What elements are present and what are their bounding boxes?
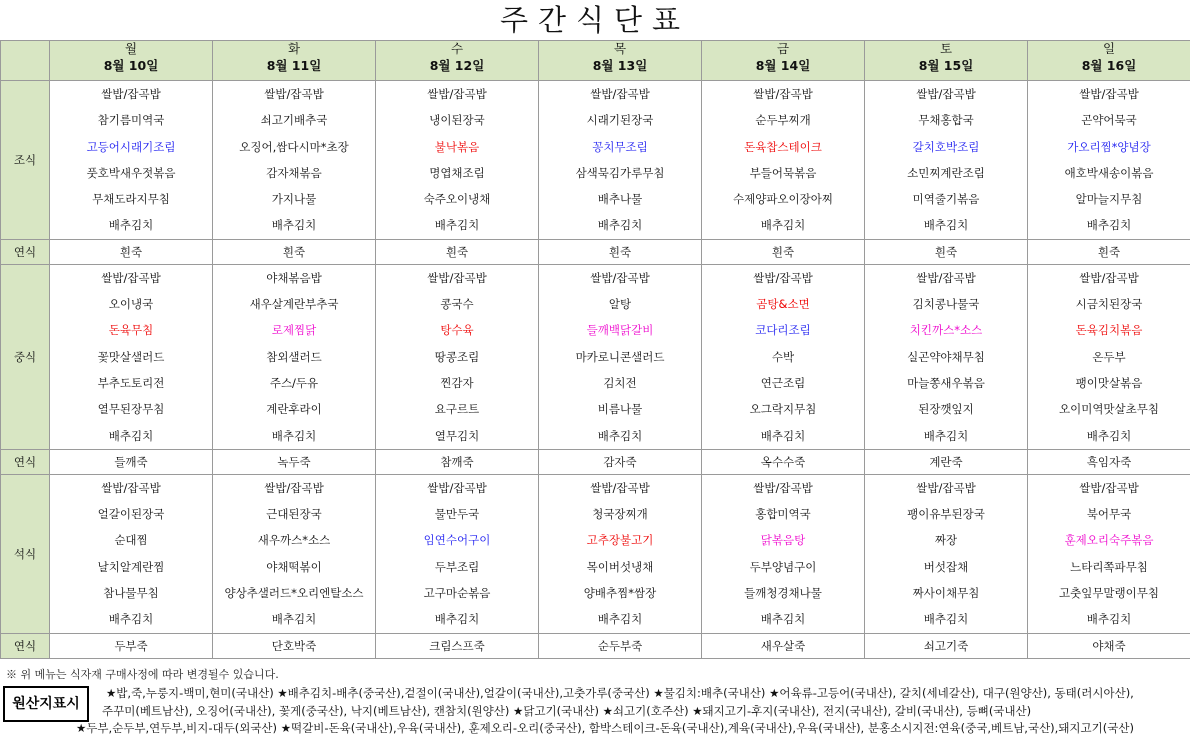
lunch-row bbox=[1, 264, 1190, 449]
day-date: 8월 14일 bbox=[755, 58, 811, 73]
menu-item: 배추김치 bbox=[1086, 428, 1132, 443]
menu-item: 쌀밥/잡곡밥 bbox=[264, 480, 324, 495]
snack-item: 흰죽 bbox=[865, 239, 1028, 264]
menu-cell bbox=[50, 264, 213, 449]
menu-item: 부추도토리전 bbox=[97, 375, 165, 390]
menu-item: 갈치호박조림 bbox=[912, 139, 980, 154]
menu-item: 곰탕&소면 bbox=[756, 297, 810, 312]
menu-item: 배추김치 bbox=[271, 218, 317, 233]
menu-item: 임연수어구이 bbox=[423, 533, 491, 548]
menu-item: 쌀밥/잡곡밥 bbox=[753, 270, 813, 285]
menu-item: 새우까스*소스 bbox=[257, 533, 331, 548]
day-header bbox=[702, 41, 865, 81]
menu-item: 오이냉국 bbox=[108, 297, 154, 312]
breakfast-row bbox=[1, 81, 1190, 240]
menu-item: 쌀밥/잡곡밥 bbox=[753, 87, 813, 101]
day-date: 8월 16일 bbox=[1081, 58, 1137, 73]
menu-item: 소민찌계란조림 bbox=[907, 165, 985, 180]
menu-item: 쌀밥/잡곡밥 bbox=[1079, 87, 1139, 101]
snack-row-2-label: 연식 bbox=[1, 449, 50, 474]
snack-item: 단호박죽 bbox=[213, 633, 376, 658]
menu-item: 배추김치 bbox=[108, 612, 154, 627]
menu-item: 홍합미역국 bbox=[755, 507, 811, 522]
menu-item: 냉이된장국 bbox=[429, 113, 485, 128]
origin-line-1: ★밥,죽,누룽지-백미,현미(국내산) ★배추김치-배추(중국산),겉절이(국내산),얼갈이(국내산),고춧가루(중국산) ★물김치:배추(국내산) ★어육류-고등어(국내산), 갈치(세네갈산), 대구(원양산), 동태(러시아산), bbox=[106, 686, 1134, 700]
menu-item: 돈육무침 bbox=[108, 323, 154, 338]
menu-item: 찐감자 bbox=[440, 375, 474, 390]
menu-item: 배추김치 bbox=[108, 218, 154, 233]
menu-item: 야채떡볶이 bbox=[266, 559, 322, 574]
menu-item: 오그락지무침 bbox=[749, 402, 817, 417]
menu-item: 감자채볶음 bbox=[266, 165, 322, 180]
snack-row-2 bbox=[1, 449, 1190, 474]
menu-item: 꽁치무조림 bbox=[592, 139, 648, 154]
header-corner bbox=[1, 41, 50, 81]
menu-item: 마카로니콘샐러드 bbox=[575, 349, 665, 364]
snack-item: 옥수수죽 bbox=[702, 449, 865, 474]
menu-item: 계란후라이 bbox=[266, 402, 322, 417]
menu-item: 쌀밥/잡곡밥 bbox=[590, 270, 650, 285]
menu-item: 땅콩조림 bbox=[434, 349, 480, 364]
day-date: 8월 10일 bbox=[103, 58, 159, 73]
menu-item: 고추장불고기 bbox=[586, 533, 654, 548]
menu-item: 북어무국 bbox=[1086, 507, 1132, 522]
menu-item: 주스/두유 bbox=[269, 375, 319, 390]
menu-item: 느타리쪽파무침 bbox=[1070, 559, 1148, 574]
menu-item: 고구마순볶음 bbox=[423, 586, 491, 601]
menu-item: 참기름미역국 bbox=[97, 113, 165, 128]
day-header bbox=[865, 41, 1028, 81]
menu-item: 수제양파오이장아찌 bbox=[733, 192, 833, 207]
menu-item: 고춧잎무말랭이무침 bbox=[1059, 586, 1159, 601]
dinner-row-label: 석식 bbox=[1, 474, 50, 633]
menu-cell bbox=[865, 81, 1028, 240]
snack-item: 흰죽 bbox=[702, 239, 865, 264]
snack-item: 두부죽 bbox=[50, 633, 213, 658]
day-name: 일 bbox=[1102, 41, 1116, 56]
menu-item: 수박 bbox=[771, 349, 795, 364]
snack-item: 새우살죽 bbox=[702, 633, 865, 658]
menu-item: 순두부찌개 bbox=[755, 113, 811, 128]
snack-row-3-label: 연식 bbox=[1, 633, 50, 658]
menu-cell bbox=[1028, 81, 1190, 240]
menu-item: 부들어묵볶음 bbox=[749, 165, 817, 180]
day-name: 화 bbox=[287, 41, 301, 56]
menu-item: 가지나물 bbox=[271, 192, 317, 207]
day-header bbox=[539, 41, 702, 81]
menu-item: 짜사이채무침 bbox=[912, 586, 980, 601]
menu-item: 배추김치 bbox=[271, 428, 317, 443]
dinner-row bbox=[1, 474, 1190, 633]
menu-cell bbox=[50, 81, 213, 240]
menu-item: 팽이맛살볶음 bbox=[1075, 375, 1143, 390]
menu-item: 새우살계란부추국 bbox=[249, 297, 339, 312]
menu-cell bbox=[376, 264, 539, 449]
menu-item: 가오리찜*양념장 bbox=[1067, 139, 1151, 154]
menu-item: 미역줄기볶음 bbox=[912, 192, 980, 207]
menu-item: 배추김치 bbox=[434, 612, 480, 627]
menu-item: 배추김치 bbox=[271, 612, 317, 627]
menu-cell bbox=[702, 81, 865, 240]
menu-item: 배추나물 bbox=[597, 192, 643, 207]
menu-item: 무채홍합국 bbox=[918, 113, 974, 128]
menu-item: 콩국수 bbox=[440, 297, 474, 312]
menu-item: 쌀밥/잡곡밥 bbox=[101, 87, 161, 101]
day-date: 8월 11일 bbox=[266, 58, 322, 73]
menu-item: 얼갈이된장국 bbox=[97, 507, 165, 522]
origin-line-3: ★두부,순두부,연두부,비지-대두(외국산) ★떡갈비-돈육(국내산),우육(국내산), 훈제오리-오리(중국산), 함박스테이크-돈육(국내산),계육(국내산),우육(국내산), 분홍소시지전:연육(중국,베트남,국산),돼지고기(국산) bbox=[76, 721, 1134, 735]
snack-item: 들깨죽 bbox=[50, 449, 213, 474]
menu-cell bbox=[213, 81, 376, 240]
origin-line-2: 주꾸미(베트남산), 오징어(국내산), 꽃게(중국산), 낙지(베트남산), 캔참치(원양산) ★닭고기(국내산) ★쇠고기(호주산) ★돼지고기-후지(국내산), 전지(국내산), 갈비(국내산), 등뼈(국내산) bbox=[102, 704, 1032, 718]
snack-row-1 bbox=[1, 239, 1190, 264]
menu-item: 실곤약야채무침 bbox=[907, 349, 985, 364]
day-date: 8월 13일 bbox=[592, 58, 648, 73]
menu-item: 꽃맛살샐러드 bbox=[97, 349, 165, 364]
menu-item: 쌀밥/잡곡밥 bbox=[101, 270, 161, 285]
menu-item: 배추김치 bbox=[760, 612, 806, 627]
menu-item: 두부양념구이 bbox=[749, 559, 817, 574]
menu-item: 야채볶음밥 bbox=[266, 270, 322, 285]
menu-cell bbox=[1028, 264, 1190, 449]
menu-item: 배추김치 bbox=[923, 218, 969, 233]
menu-item: 쌀밥/잡곡밥 bbox=[1079, 270, 1139, 285]
snack-item: 계란죽 bbox=[865, 449, 1028, 474]
menu-item: 쌀밥/잡곡밥 bbox=[1079, 480, 1139, 495]
menu-item: 순대찜 bbox=[114, 533, 148, 548]
menu-item: 버섯잡채 bbox=[923, 559, 969, 574]
day-name: 목 bbox=[613, 41, 627, 56]
day-name: 토 bbox=[939, 41, 953, 56]
menu-item: 물만두국 bbox=[434, 507, 480, 522]
menu-item: 훈제오리숙주볶음 bbox=[1064, 533, 1154, 548]
menu-cell bbox=[539, 264, 702, 449]
breakfast-row-label: 조식 bbox=[1, 81, 50, 240]
menu-item: 김치콩나물국 bbox=[912, 297, 980, 312]
menu-item: 근대된장국 bbox=[266, 507, 322, 522]
menu-item: 알마늘지무침 bbox=[1075, 192, 1143, 207]
snack-item: 녹두죽 bbox=[213, 449, 376, 474]
lunch-row-label: 중식 bbox=[1, 264, 50, 449]
menu-item: 배추김치 bbox=[923, 612, 969, 627]
snack-item: 야채죽 bbox=[1028, 633, 1190, 658]
menu-change-note: ※ 위 메뉴는 식자재 구매사정에 따라 변경될수 있습니다. bbox=[6, 668, 279, 681]
origin-label: 원산지표시 bbox=[3, 686, 89, 722]
snack-item: 참깨죽 bbox=[376, 449, 539, 474]
menu-item: 배추김치 bbox=[760, 428, 806, 443]
menu-item: 쌀밥/잡곡밥 bbox=[427, 270, 487, 285]
menu-item: 온두부 bbox=[1092, 349, 1126, 364]
menu-item: 된장깻잎지 bbox=[918, 402, 974, 417]
menu-item: 배추김치 bbox=[108, 428, 154, 443]
menu-item: 청국장찌개 bbox=[592, 507, 648, 522]
menu-item: 쌀밥/잡곡밥 bbox=[916, 87, 976, 101]
snack-item: 흰죽 bbox=[213, 239, 376, 264]
menu-item: 숙주오이냉채 bbox=[423, 192, 491, 207]
day-header bbox=[376, 41, 539, 81]
menu-item: 애호박새송이볶음 bbox=[1064, 165, 1154, 180]
menu-item: 마늘쫑새우볶음 bbox=[907, 375, 985, 390]
page-title: 주간식단표 bbox=[499, 3, 691, 37]
menu-item: 참외샐러드 bbox=[266, 349, 322, 364]
day-header-row bbox=[1, 41, 1190, 81]
menu-item: 돈육찹스테이크 bbox=[744, 139, 822, 154]
menu-item: 돈육김치볶음 bbox=[1075, 323, 1143, 338]
menu-item: 로제찜닭 bbox=[271, 323, 317, 338]
day-date: 8월 15일 bbox=[918, 58, 974, 73]
menu-item: 곤약어묵국 bbox=[1081, 113, 1137, 128]
menu-item: 양배추찜*쌈장 bbox=[583, 586, 657, 601]
menu-item: 목이버섯냉채 bbox=[586, 559, 654, 574]
menu-cell bbox=[213, 264, 376, 449]
menu-item: 배추김치 bbox=[597, 218, 643, 233]
menu-cell bbox=[865, 474, 1028, 633]
menu-item: 비름나물 bbox=[597, 402, 643, 417]
menu-cell bbox=[1028, 474, 1190, 633]
menu-item: 배추김치 bbox=[434, 218, 480, 233]
snack-row-3 bbox=[1, 633, 1190, 658]
menu-item: 김치전 bbox=[603, 375, 637, 390]
menu-item: 배추김치 bbox=[1086, 218, 1132, 233]
menu-item: 배추김치 bbox=[923, 428, 969, 443]
menu-item: 무채도라지무침 bbox=[92, 192, 170, 207]
menu-item: 탕수육 bbox=[440, 323, 474, 338]
day-header bbox=[50, 41, 213, 81]
menu-item: 배추김치 bbox=[1086, 612, 1132, 627]
day-name: 월 bbox=[124, 41, 138, 56]
menu-item: 날치알계란찜 bbox=[97, 559, 165, 574]
menu-cell bbox=[865, 264, 1028, 449]
menu-item: 열무김치 bbox=[434, 428, 480, 443]
menu-cell bbox=[702, 474, 865, 633]
menu-cell bbox=[50, 474, 213, 633]
menu-item: 연근조림 bbox=[760, 375, 806, 390]
menu-item: 닭볶음탕 bbox=[760, 533, 806, 548]
menu-item: 명엽채조림 bbox=[429, 165, 485, 180]
menu-cell bbox=[539, 81, 702, 240]
menu-item: 두부조림 bbox=[434, 559, 480, 574]
menu-item: 배추김치 bbox=[760, 218, 806, 233]
menu-item: 치킨까스*소스 bbox=[909, 323, 983, 338]
menu-item: 요구르트 bbox=[434, 402, 480, 417]
day-date: 8월 12일 bbox=[429, 58, 485, 73]
menu-item: 배추김치 bbox=[597, 612, 643, 627]
menu-cell bbox=[702, 264, 865, 449]
menu-item: 쌀밥/잡곡밥 bbox=[753, 480, 813, 495]
day-name: 수 bbox=[450, 41, 464, 56]
snack-item: 크림스프죽 bbox=[376, 633, 539, 658]
day-header bbox=[213, 41, 376, 81]
menu-item: 시래기된장국 bbox=[586, 113, 654, 128]
menu-item: 불낙볶음 bbox=[434, 139, 480, 154]
menu-item: 양상추샐러드*오리엔탈소스 bbox=[224, 586, 364, 601]
day-header bbox=[1028, 41, 1190, 81]
menu-item: 삼색묵김가루무침 bbox=[575, 165, 665, 180]
menu-item: 들깨청경채나물 bbox=[744, 586, 822, 601]
menu-item: 고등어시래기조림 bbox=[86, 139, 176, 154]
menu-item: 짜장 bbox=[934, 533, 958, 548]
snack-item: 흑임자죽 bbox=[1028, 449, 1190, 474]
menu-item: 쌀밥/잡곡밥 bbox=[427, 480, 487, 495]
menu-item: 쌀밥/잡곡밥 bbox=[264, 87, 324, 101]
menu-item: 오징어,쌈다시마*초장 bbox=[239, 139, 349, 154]
menu-item: 쌀밥/잡곡밥 bbox=[590, 87, 650, 101]
menu-item: 쌀밥/잡곡밥 bbox=[590, 480, 650, 495]
menu-item: 쌀밥/잡곡밥 bbox=[427, 87, 487, 101]
snack-item: 쇠고기죽 bbox=[865, 633, 1028, 658]
menu-item: 쌀밥/잡곡밥 bbox=[916, 480, 976, 495]
menu-cell bbox=[539, 474, 702, 633]
menu-item: 시금치된장국 bbox=[1075, 297, 1143, 312]
snack-item: 순두부죽 bbox=[539, 633, 702, 658]
snack-item: 흰죽 bbox=[1028, 239, 1190, 264]
menu-item: 팽이유부된장국 bbox=[907, 507, 985, 522]
day-name: 금 bbox=[776, 41, 790, 56]
snack-item: 감자죽 bbox=[539, 449, 702, 474]
menu-item: 참나물무침 bbox=[103, 586, 159, 601]
menu-cell bbox=[213, 474, 376, 633]
snack-item: 흰죽 bbox=[539, 239, 702, 264]
menu-item: 코다리조림 bbox=[755, 323, 811, 338]
snack-row-1-label: 연식 bbox=[1, 239, 50, 264]
menu-item: 쌀밥/잡곡밥 bbox=[101, 480, 161, 495]
menu-item: 쌀밥/잡곡밥 bbox=[916, 270, 976, 285]
snack-item: 흰죽 bbox=[376, 239, 539, 264]
menu-item: 쇠고기배추국 bbox=[260, 113, 328, 128]
menu-item: 알탕 bbox=[608, 297, 632, 312]
menu-cell bbox=[376, 81, 539, 240]
menu-item: 풋호박새우젓볶음 bbox=[86, 165, 176, 180]
weekly-menu-table bbox=[0, 40, 1190, 659]
menu-item: 오이미역맛살초무침 bbox=[1059, 402, 1159, 417]
menu-item: 들깨백닭갈비 bbox=[586, 323, 654, 338]
snack-item: 흰죽 bbox=[50, 239, 213, 264]
menu-item: 열무된장무침 bbox=[97, 402, 165, 417]
menu-cell bbox=[376, 474, 539, 633]
menu-item: 배추김치 bbox=[597, 428, 643, 443]
